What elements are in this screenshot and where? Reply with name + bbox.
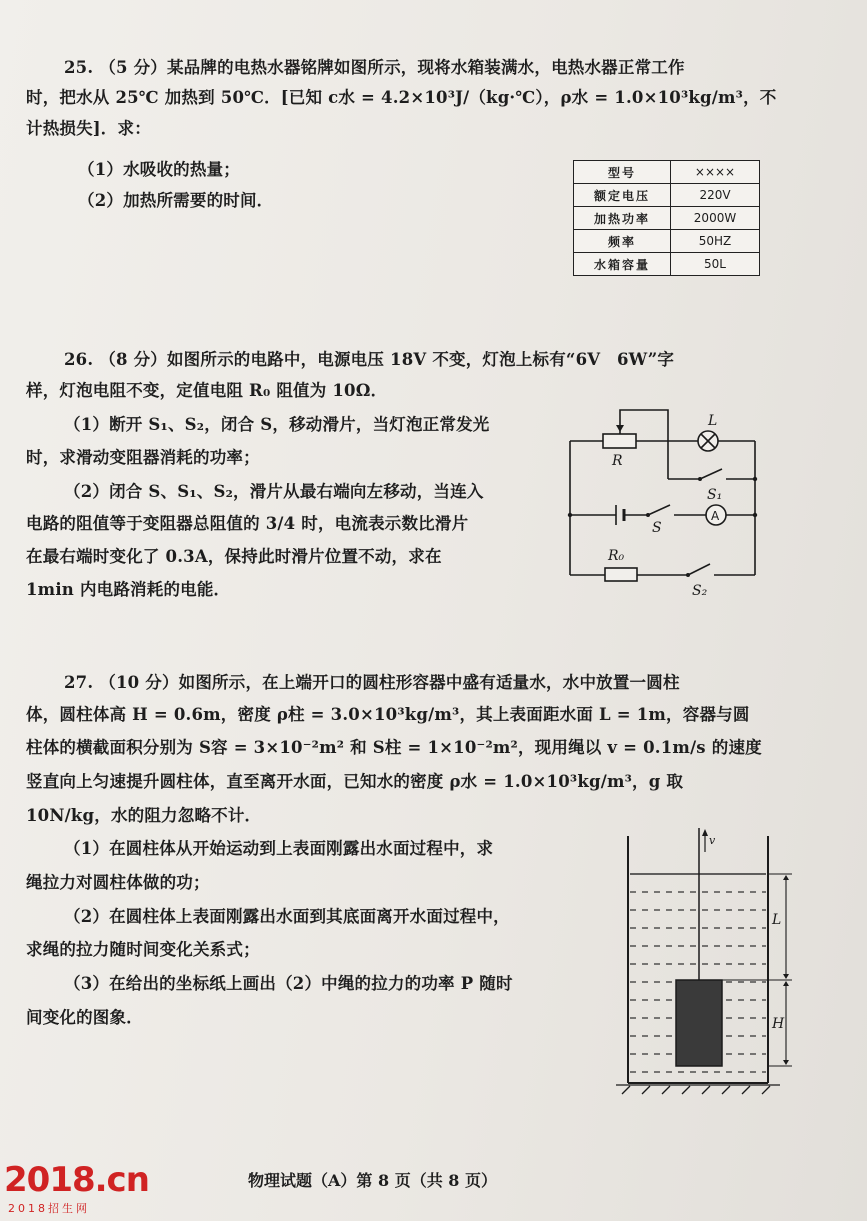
heater-nameplate-table <box>573 160 760 276</box>
q26-p1-a: （1）断开 S₁、S₂，闭合 S，移动滑片，当灯泡正常发光 <box>64 415 490 434</box>
watermark-main: 2018.cn <box>4 1160 149 1200</box>
page-footer: 物理试题（A）第 8 页（共 8 页） <box>248 1171 497 1190</box>
label-distance-l: L <box>772 912 782 928</box>
label-switch-s2: S₂ <box>692 583 708 599</box>
q25-line-2: 时，把水从 25℃ 加热到 50℃．[已知 c水 = 4.2×10³J/（kg·℃），ρ水 = 1.0×10³kg/m³，不 <box>26 88 777 107</box>
table-row <box>574 207 760 230</box>
spec-value: 2000W <box>671 207 760 230</box>
q26-line-1: 26. （8 分）如图所示的电路中，电源电压 18V 不变，灯泡上标有“6V 6W”字 <box>64 350 675 369</box>
label-resistor-r0: R₀ <box>608 548 625 564</box>
q27-p3-a: （3）在给出的坐标纸上画出（2）中绳的拉力的功率 P 随时 <box>64 974 513 993</box>
q26-p2-d: 1min 内电路消耗的电能． <box>26 580 231 599</box>
circuit-diagram <box>560 405 775 610</box>
spec-key: 水箱容量 <box>574 253 671 276</box>
q25-sub-1: （1）水吸收的热量； <box>78 160 240 179</box>
label-velocity: v <box>709 834 716 847</box>
q27-line-2: 体，圆柱体高 H = 0.6m，密度 ρ柱 = 3.0×10³kg/m³，其上表面距水面 L = 1m，容器与圆 <box>26 705 750 724</box>
label-height-h: H <box>772 1016 785 1032</box>
watermark-logo <box>4 1160 154 1218</box>
spec-value: 220V <box>671 184 760 207</box>
q26-p2-a: （2）闭合 S、S₁、S₂，滑片从最右端向左移动，当连入 <box>64 482 484 501</box>
spec-key: 频率 <box>574 230 671 253</box>
q27-p1-a: （1）在圆柱体从开始运动到上表面刚露出水面过程中，求 <box>64 839 494 858</box>
q27-p1-b: 绳拉力对圆柱体做的功； <box>26 873 210 892</box>
q27-line-1: 27. （10 分）如图所示，在上端开口的圆柱形容器中盛有适量水，水中放置一圆柱 <box>64 673 680 692</box>
spec-key: 加热功率 <box>574 207 671 230</box>
q27-line-5: 10N/kg，水的阻力忽略不计． <box>26 806 262 825</box>
label-rheostat: R <box>612 453 623 469</box>
q27-line-3: 柱体的横截面积分别为 S容 = 3×10⁻²m² 和 S柱 = 1×10⁻²m²，现用绳以 v = 0.1m/s 的速度 <box>26 738 762 757</box>
q26-p2-b: 电路的阻值等于变阻器总阻值的 3/4 时，电流表示数比滑片 <box>26 514 469 533</box>
ammeter-icon: A <box>711 509 720 523</box>
label-lamp: L <box>708 413 718 429</box>
label-switch-s1: S₁ <box>707 487 723 503</box>
spec-key: 型号 <box>574 161 671 184</box>
spec-key: 额定电压 <box>574 184 671 207</box>
table-row <box>574 230 760 253</box>
spec-value: 50HZ <box>671 230 760 253</box>
q25-line-3: 计热损失]．求： <box>26 119 151 138</box>
table-row <box>574 161 760 184</box>
q26-p2-c: 在最右端时变化了 0.3A，保持此时滑片位置不动，求在 <box>26 547 442 566</box>
q26-line-2: 样，灯泡电阻不变，定值电阻 R₀ 阻值为 10Ω． <box>26 381 388 400</box>
q25-line-1: 25. （5 分）某品牌的电热水器铭牌如图所示，现将水箱装满水，电热水器正常工作 <box>64 58 685 77</box>
q25-sub-2: （2）加热所需要的时间． <box>78 191 274 210</box>
q27-p2-a: （2）在圆柱体上表面刚露出水面到其底面离开水面过程中， <box>64 907 510 926</box>
watermark-sub: 2018招生网 <box>8 1202 90 1215</box>
q27-p3-b: 间变化的图象． <box>26 1008 143 1027</box>
cylinder-block <box>676 980 722 1066</box>
label-switch-s: S <box>652 520 662 536</box>
table-row <box>574 253 760 276</box>
container-diagram <box>608 828 803 1096</box>
q27-p2-b: 求绳的拉力随时间变化关系式； <box>26 940 260 959</box>
q26-p1-b: 时，求滑动变阻器消耗的功率； <box>26 448 260 467</box>
table-row <box>574 184 760 207</box>
q27-line-4: 竖直向上匀速提升圆柱体，直至离开水面，已知水的密度 ρ水 = 1.0×10³kg/m³，g 取 <box>26 772 684 791</box>
spec-value: 50L <box>671 253 760 276</box>
spec-value: ×××× <box>671 161 760 184</box>
